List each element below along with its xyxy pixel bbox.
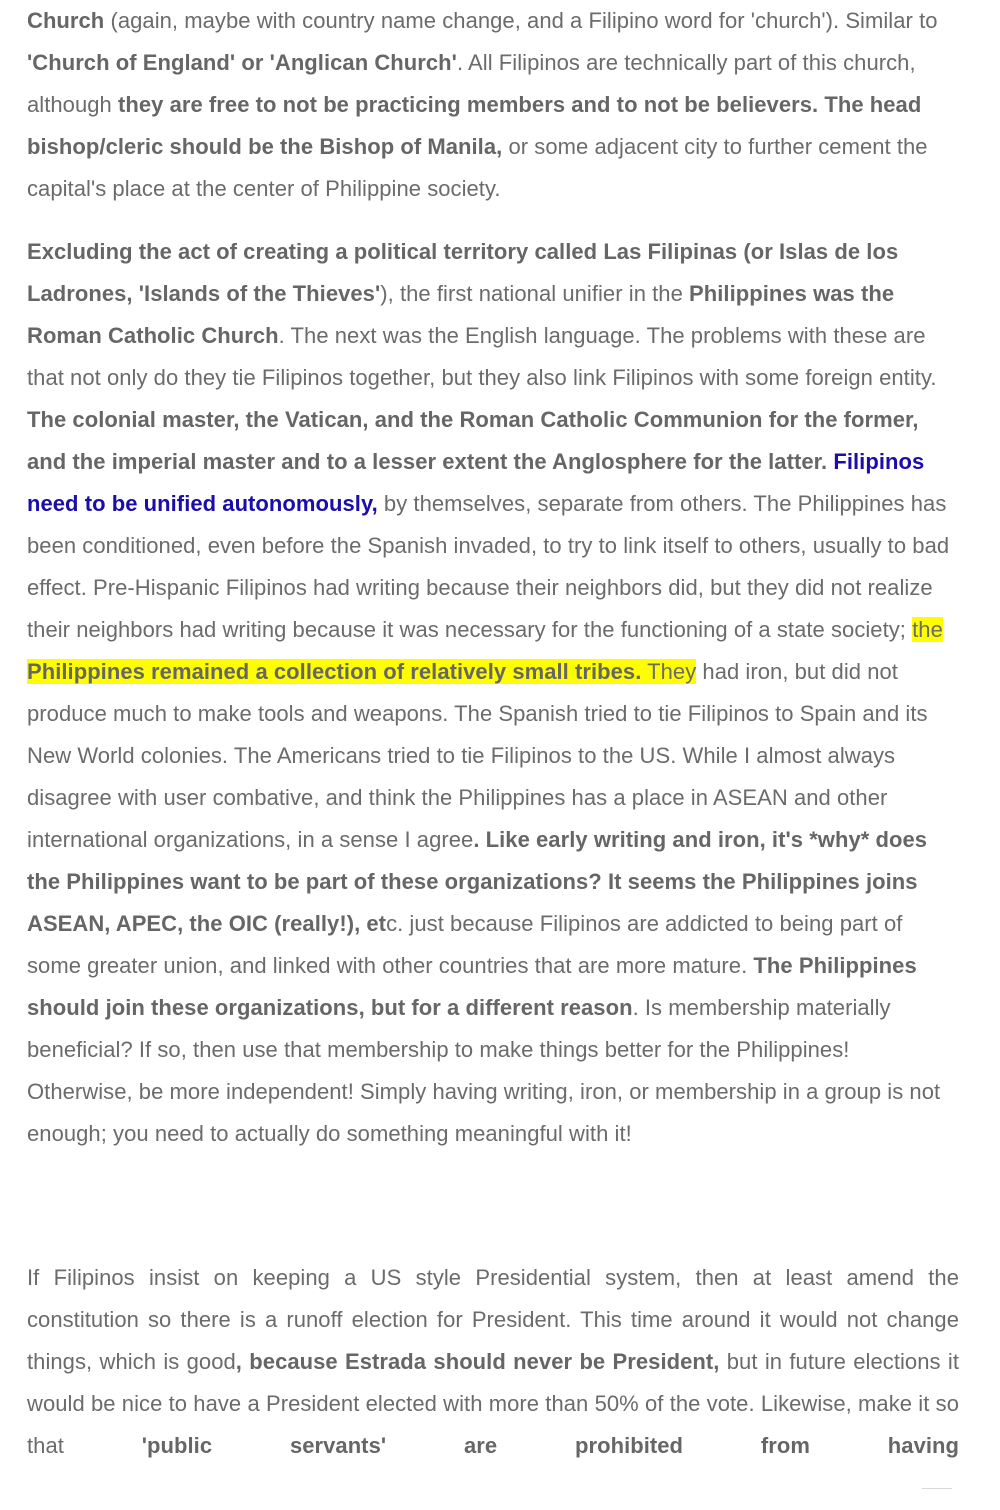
paragraph-church [27, 0, 959, 210]
body-text: . Is membership materially beneficial? If so, then use that membership to make things better for the Philippines! Otherwise, be more independent! Simply having writing, iron, or membership in a group is not enough; you need to actually do something meaningful with it! [27, 995, 941, 1146]
paragraph-national-unifier [27, 231, 959, 1155]
bold-text: Excluding the act of creating a political territory called Las Filipinas (or Islas de los Ladrones, 'Islands of the Thieves' [27, 239, 899, 306]
body-text: or some adjacent city to further cement the capital's place at the center of Philippine society. [27, 134, 928, 201]
body-text: (again, maybe with country name change, and a Filipino word for 'church'). Similar to [104, 8, 938, 33]
page-footer-mark [922, 1488, 952, 1503]
body-text: c. just because Filipinos are addicted to being part of some greater union, and linked with other countries that are more mature. [27, 911, 903, 978]
body-text: . The next was the English language. The problems with these are that not only do they tie Filipinos together, but they also link Filipinos with some foreign entity. [27, 323, 937, 390]
highlighted-text: the [912, 617, 943, 642]
body-text: . All Filipinos are technically part of this church, although [27, 50, 916, 117]
body-text: ), the first national unifier in the [380, 281, 690, 306]
body-text: had iron, but did not produce much to make tools and weapons. The Spanish tried to tie Filipinos to Spain and its New World colonies. The Americans tried to tie Filipinos to the US. While I almost always disagree with user combative, and think the Philippines has a place in ASEAN and other international organizations, in a sense I agree [27, 659, 928, 852]
bold-text: 'Church of England' or 'Anglican Church' [27, 50, 457, 75]
body-text: by themselves, separate from others. The Philippines has been conditioned, even before the Spanish invaded, to try to link itself to others, usually to bad effect. Pre-Hispanic Filipinos had writing because their neighbors did, but they did not realize their neighbors had writing because it was necessary for the functioning of a state society; [27, 491, 950, 642]
bold-text: . [821, 449, 834, 474]
bold-text: they are free to not be practicing members and to not be believers. The head bishop/cleric should be the Bishop of Manila, [27, 92, 922, 159]
bold-text: The colonial master, the Vatican, and the Roman Catholic Communion for the former, and the imperial master and to a lesser extent the Anglosphere for the latter [27, 407, 919, 474]
bold-text: The Philippines should join these organizations, but for a different reason [27, 953, 917, 1020]
body-text: but in future elections it would be nice to have a President elected with more than 50% of the vote. Likewise, make it so that [27, 1349, 959, 1458]
bold-text: , because Estrada should never be President, [235, 1349, 720, 1374]
bold-text: Philippines was the Roman Catholic Church [27, 281, 895, 348]
bold-text: Church [27, 8, 105, 33]
body-text: If Filipinos insist on keeping a US style Presidential system, then at least amend the constitution so there is a runoff election for President. This time around it would not change things, which is good [27, 1265, 959, 1374]
bold-text: . Like early writing and iron, it's *why* does the Philippines want to be part of these organizations? It seems the Philippines joins ASEAN, APEC, the OIC (really!), et [27, 827, 928, 936]
paragraph-runoff-election [27, 1257, 959, 1467]
highlighted-text: They [641, 659, 697, 684]
highlighted-bold-text: Philippines remained a collection of relatively small tribes. [27, 659, 642, 684]
blue-emphasis-text: Filipinos need to be unified autonomously, [27, 449, 925, 516]
bold-text: 'public servants' are prohibited from having [141, 1433, 959, 1458]
